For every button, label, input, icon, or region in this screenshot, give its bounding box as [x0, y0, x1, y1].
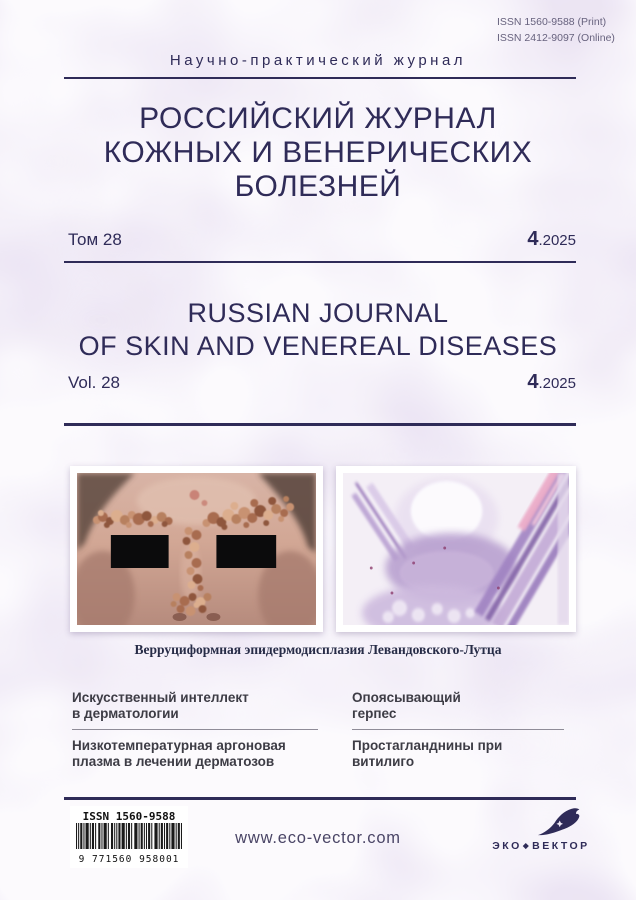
issue-en: 4.2025 [527, 371, 576, 393]
articles-column-left [72, 690, 318, 770]
article-divider [72, 729, 318, 730]
article-title: Низкотемпературная аргоновая плазма в лечении дерматозов [72, 738, 286, 769]
publisher-website-link[interactable]: www.eco-vector.com [235, 829, 401, 847]
article-title: Простагланднины при витилиго [352, 738, 503, 769]
publisher-name: ЭКО◆ВЕКТОР [492, 840, 590, 852]
censor-bar-right [216, 535, 276, 568]
histology-photo [336, 466, 576, 632]
bird-icon [534, 806, 584, 838]
journal-title-en: RUSSIAN JOURNAL OF SKIN AND VENEREAL DISEASES [78, 298, 558, 361]
diamond-icon: ◆ [522, 841, 532, 850]
issn-online: ISSN 2412-9097 (Online) [497, 31, 615, 44]
volume-row-ru [68, 228, 576, 251]
issn-print: ISSN 1560-9588 (Print) [497, 16, 607, 28]
articles-column-right [352, 690, 564, 770]
issue-ru: 4.2025 [527, 228, 576, 250]
rule-under-subtitle [64, 77, 576, 79]
article-title: Искусственный интеллект в дерматологии [72, 690, 249, 721]
article-title: Опоясывающий герпес [352, 690, 461, 721]
volume-label-en: Vol. 28 [68, 373, 120, 392]
clinical-photo [70, 466, 323, 632]
issn-block [497, 15, 615, 47]
rule-under-volume-en [64, 423, 576, 426]
censor-bar-left [111, 535, 169, 568]
article-divider [352, 729, 564, 730]
volume-row-en [68, 371, 576, 394]
cover-images [70, 466, 576, 632]
barcode-issn-text: ISSN 1560-9588 [82, 810, 176, 823]
cover-image-caption: Верруциформная эпидермодисплазия Левандовского-Лутца [134, 642, 502, 657]
journal-title-ru: РОССИЙСКИЙ ЖУРНАЛ КОЖНЫХ И ВЕНЕРИЧЕСКИХ БОЛЕЗНЕЙ [103, 102, 533, 203]
rule-under-volume-ru [64, 261, 576, 263]
eco-vector-logo [488, 806, 594, 852]
volume-label-ru: Том 28 [68, 230, 122, 249]
journal-subtitle: Научно-практический журнал [169, 52, 467, 69]
rule-above-footer [64, 797, 576, 800]
barcode-digits: 9 771560 958001 [78, 854, 180, 865]
